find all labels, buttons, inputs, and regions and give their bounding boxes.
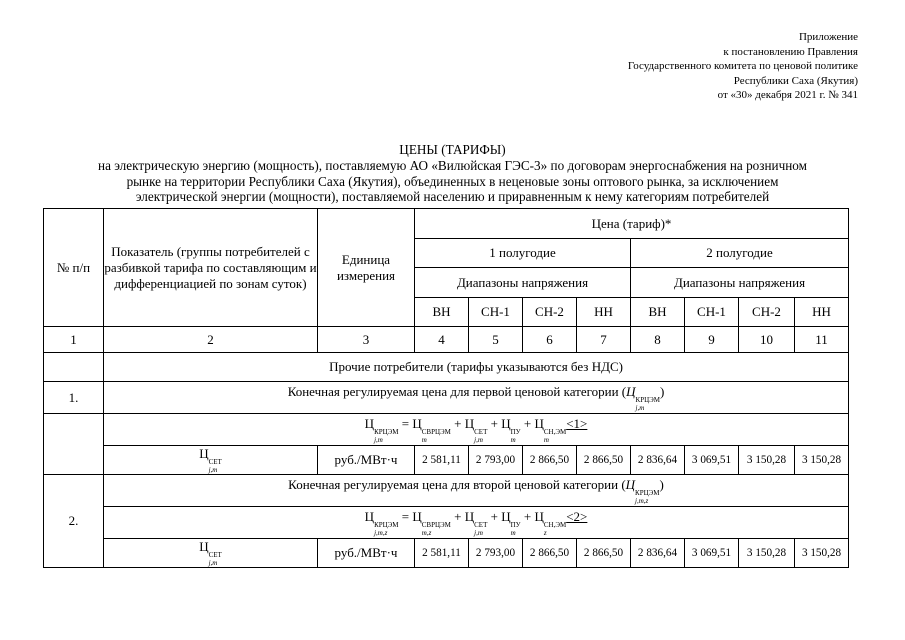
voltage-header: НН (795, 298, 849, 327)
price-value: 3 069,51 (685, 539, 739, 568)
footnote-reference: <2> (566, 508, 588, 524)
price-value: 2 581,11 (415, 539, 469, 568)
formula-operator: = (398, 508, 413, 524)
symbol-indices (635, 489, 659, 505)
formula-subscript: m (543, 435, 549, 444)
voltage-header: СН-2 (523, 298, 577, 327)
formula-subscript: m,z (421, 528, 432, 537)
title-main: ЦЕНЫ (ТАРИФЫ) (399, 142, 506, 157)
component-superscript: СЕТ (208, 458, 222, 466)
component-subscript: j,m (208, 559, 218, 567)
formula-symbol: Ц (412, 415, 422, 431)
formula-indices (374, 521, 398, 537)
formula-symbol: Ц (464, 508, 475, 524)
symbol-subscript: j,m (635, 403, 645, 412)
voltage-header: СН-1 (469, 298, 523, 327)
header-indicator: Показатель (группы потребителей с разбивкой тарифа по составляющим и дифференциацией по зонам суток) (104, 209, 318, 327)
column-number: 4 (415, 327, 469, 353)
caption-end: ) (659, 476, 664, 492)
symbol-superscript: КРЦЭМ (635, 395, 660, 404)
formula-indices (374, 428, 398, 444)
formula-subscript: j,m (474, 435, 483, 444)
formula-operator: + (520, 415, 535, 431)
column-number: 1 (44, 327, 104, 353)
column-number: 10 (739, 327, 795, 353)
caption-text: Конечная регулируемая цена для первой ценовой категории ( (287, 383, 627, 399)
title-line: рынке на территории Республики Саха (Якутия), объединенных в неценовые зоны оптового рынка, за исключением (126, 173, 779, 189)
formula-indices (544, 428, 566, 444)
price-value: 3 069,51 (685, 446, 739, 475)
appendix-line: Государственного комитета по ценовой политике (627, 60, 858, 72)
formula (104, 414, 849, 446)
formula-operator: + (487, 508, 502, 524)
voltage-header: ВН (631, 298, 685, 327)
formula-superscript: КРЦЭМ (374, 520, 399, 529)
formula-symbol: Ц (501, 508, 511, 524)
row-number: 2. (44, 475, 104, 568)
column-number: 9 (685, 327, 739, 353)
price-value: 2 836,64 (631, 539, 685, 568)
column-number: 8 (631, 327, 685, 353)
formula-indices (474, 521, 487, 537)
formula-symbol: Ц (534, 415, 544, 431)
formula-superscript: СН,ЭМ (543, 520, 567, 529)
appendix-header (628, 30, 858, 103)
formula-symbol: Ц (364, 415, 375, 431)
formula-superscript: СН,ЭМ (543, 427, 567, 436)
component-subscript: j,m (208, 466, 218, 474)
price-value: 2 866,50 (577, 539, 631, 568)
unit-cell: руб./МВт·ч (318, 539, 415, 568)
section-number-empty (44, 353, 104, 382)
caption-end: ) (660, 383, 665, 399)
header-price: Цена (тариф)* (415, 209, 849, 239)
formula-superscript: СВРЦЭМ (421, 427, 451, 436)
row-caption (104, 475, 849, 507)
header-number: № п/п (44, 209, 104, 327)
formula-operator: + (520, 508, 535, 524)
section-title: Прочие потребители (тарифы указываются без НДС) (104, 353, 849, 382)
header-half-1: 1 полугодие (415, 239, 631, 268)
header-voltage-ranges: Диапазоны напряжения (631, 268, 849, 298)
appendix-line: Приложение (798, 31, 858, 43)
formula-indices (511, 521, 521, 537)
price-symbol: Ц (626, 383, 636, 399)
column-number: 6 (523, 327, 577, 353)
component-symbol: Ц (199, 446, 209, 461)
column-number: 5 (469, 327, 523, 353)
price-value: 2 866,50 (577, 446, 631, 475)
formula-symbol: Ц (412, 508, 422, 524)
header-unit: Единица измерения (318, 209, 415, 327)
formula-superscript: СЕТ (474, 520, 488, 529)
appendix-line: Республики Саха (Якутия) (733, 74, 858, 87)
formula-subscript: m (510, 528, 516, 537)
component-indices (209, 551, 222, 567)
appendix-line: от «30» декабря 2021 г. № 341 (717, 89, 858, 101)
header-voltage-ranges: Диапазоны напряжения (415, 268, 631, 298)
price-value: 2 793,00 (469, 539, 523, 568)
price-value: 2 866,50 (523, 446, 577, 475)
header-half-2: 2 полугодие (631, 239, 849, 268)
symbol-subscript: j,m,z (635, 496, 649, 505)
column-number: 2 (104, 327, 318, 353)
document-title (30, 142, 875, 205)
unit-cell: руб./МВт·ч (318, 446, 415, 475)
formula-indices (474, 428, 487, 444)
formula-subscript: j,m (374, 435, 383, 444)
appendix-line: к постановлению Правления (723, 45, 858, 58)
formula-operator: + (450, 508, 465, 524)
formula-symbol: Ц (364, 508, 375, 524)
price-symbol: Ц (625, 476, 636, 492)
title-line: электрической энергии (мощности), поставляемой населению и приравненным к нему категориям потребителей (135, 189, 770, 205)
formula-subscript: m (421, 435, 427, 444)
network-component (104, 539, 318, 568)
price-value: 3 150,28 (739, 446, 795, 475)
formula-subscript: m (510, 435, 516, 444)
footnote-reference: <1> (566, 415, 588, 431)
price-value: 2 866,50 (523, 539, 577, 568)
symbol-superscript: КРЦЭМ (635, 488, 660, 497)
formula-symbol: Ц (501, 415, 511, 431)
price-value: 2 581,11 (415, 446, 469, 475)
formula (104, 507, 849, 539)
price-value: 2 793,00 (469, 446, 523, 475)
formula-superscript: СВРЦЭМ (421, 520, 451, 529)
formula-superscript: ПУ (510, 427, 521, 436)
voltage-header: СН-2 (739, 298, 795, 327)
price-value: 3 150,28 (795, 446, 849, 475)
formula-subscript: z (543, 528, 547, 537)
row-number-empty (44, 414, 104, 475)
column-number: 11 (795, 327, 849, 353)
component-indices (209, 458, 222, 474)
formula-superscript: СЕТ (474, 427, 488, 436)
caption-text: Конечная регулируемая цена для второй ценовой категории ( (288, 476, 626, 492)
price-value: 2 836,64 (631, 446, 685, 475)
formula-indices (544, 521, 566, 537)
title-line: на электрическую энергию (мощность), поставляемую АО «Вилюйская ГЭС-3» по договорам энергоснабжения на розничном (98, 157, 807, 173)
formula-indices (511, 428, 521, 444)
formula-superscript: КРЦЭМ (374, 427, 399, 436)
component-superscript: СЕТ (208, 551, 222, 559)
component-symbol: Ц (199, 539, 209, 554)
formula-operator: + (450, 415, 465, 431)
price-value: 3 150,28 (795, 539, 849, 568)
row-caption (104, 382, 849, 414)
row-number: 1. (44, 382, 104, 414)
formula-subscript: j,m,z (374, 528, 388, 537)
formula-indices (422, 428, 451, 444)
formula-symbol: Ц (534, 508, 544, 524)
formula-operator: + (487, 415, 502, 431)
formula-symbol: Ц (464, 415, 475, 431)
network-component (104, 446, 318, 475)
voltage-header: ВН (415, 298, 469, 327)
column-number: 7 (577, 327, 631, 353)
formula-superscript: ПУ (510, 520, 521, 529)
price-value: 3 150,28 (739, 539, 795, 568)
voltage-header: НН (577, 298, 631, 327)
formula-subscript: j,m (474, 528, 483, 537)
symbol-indices (636, 396, 660, 412)
tariff-table (43, 208, 849, 568)
column-number: 3 (318, 327, 415, 353)
formula-indices (422, 521, 451, 537)
voltage-header: СН-1 (685, 298, 739, 327)
formula-operator: = (398, 415, 413, 431)
